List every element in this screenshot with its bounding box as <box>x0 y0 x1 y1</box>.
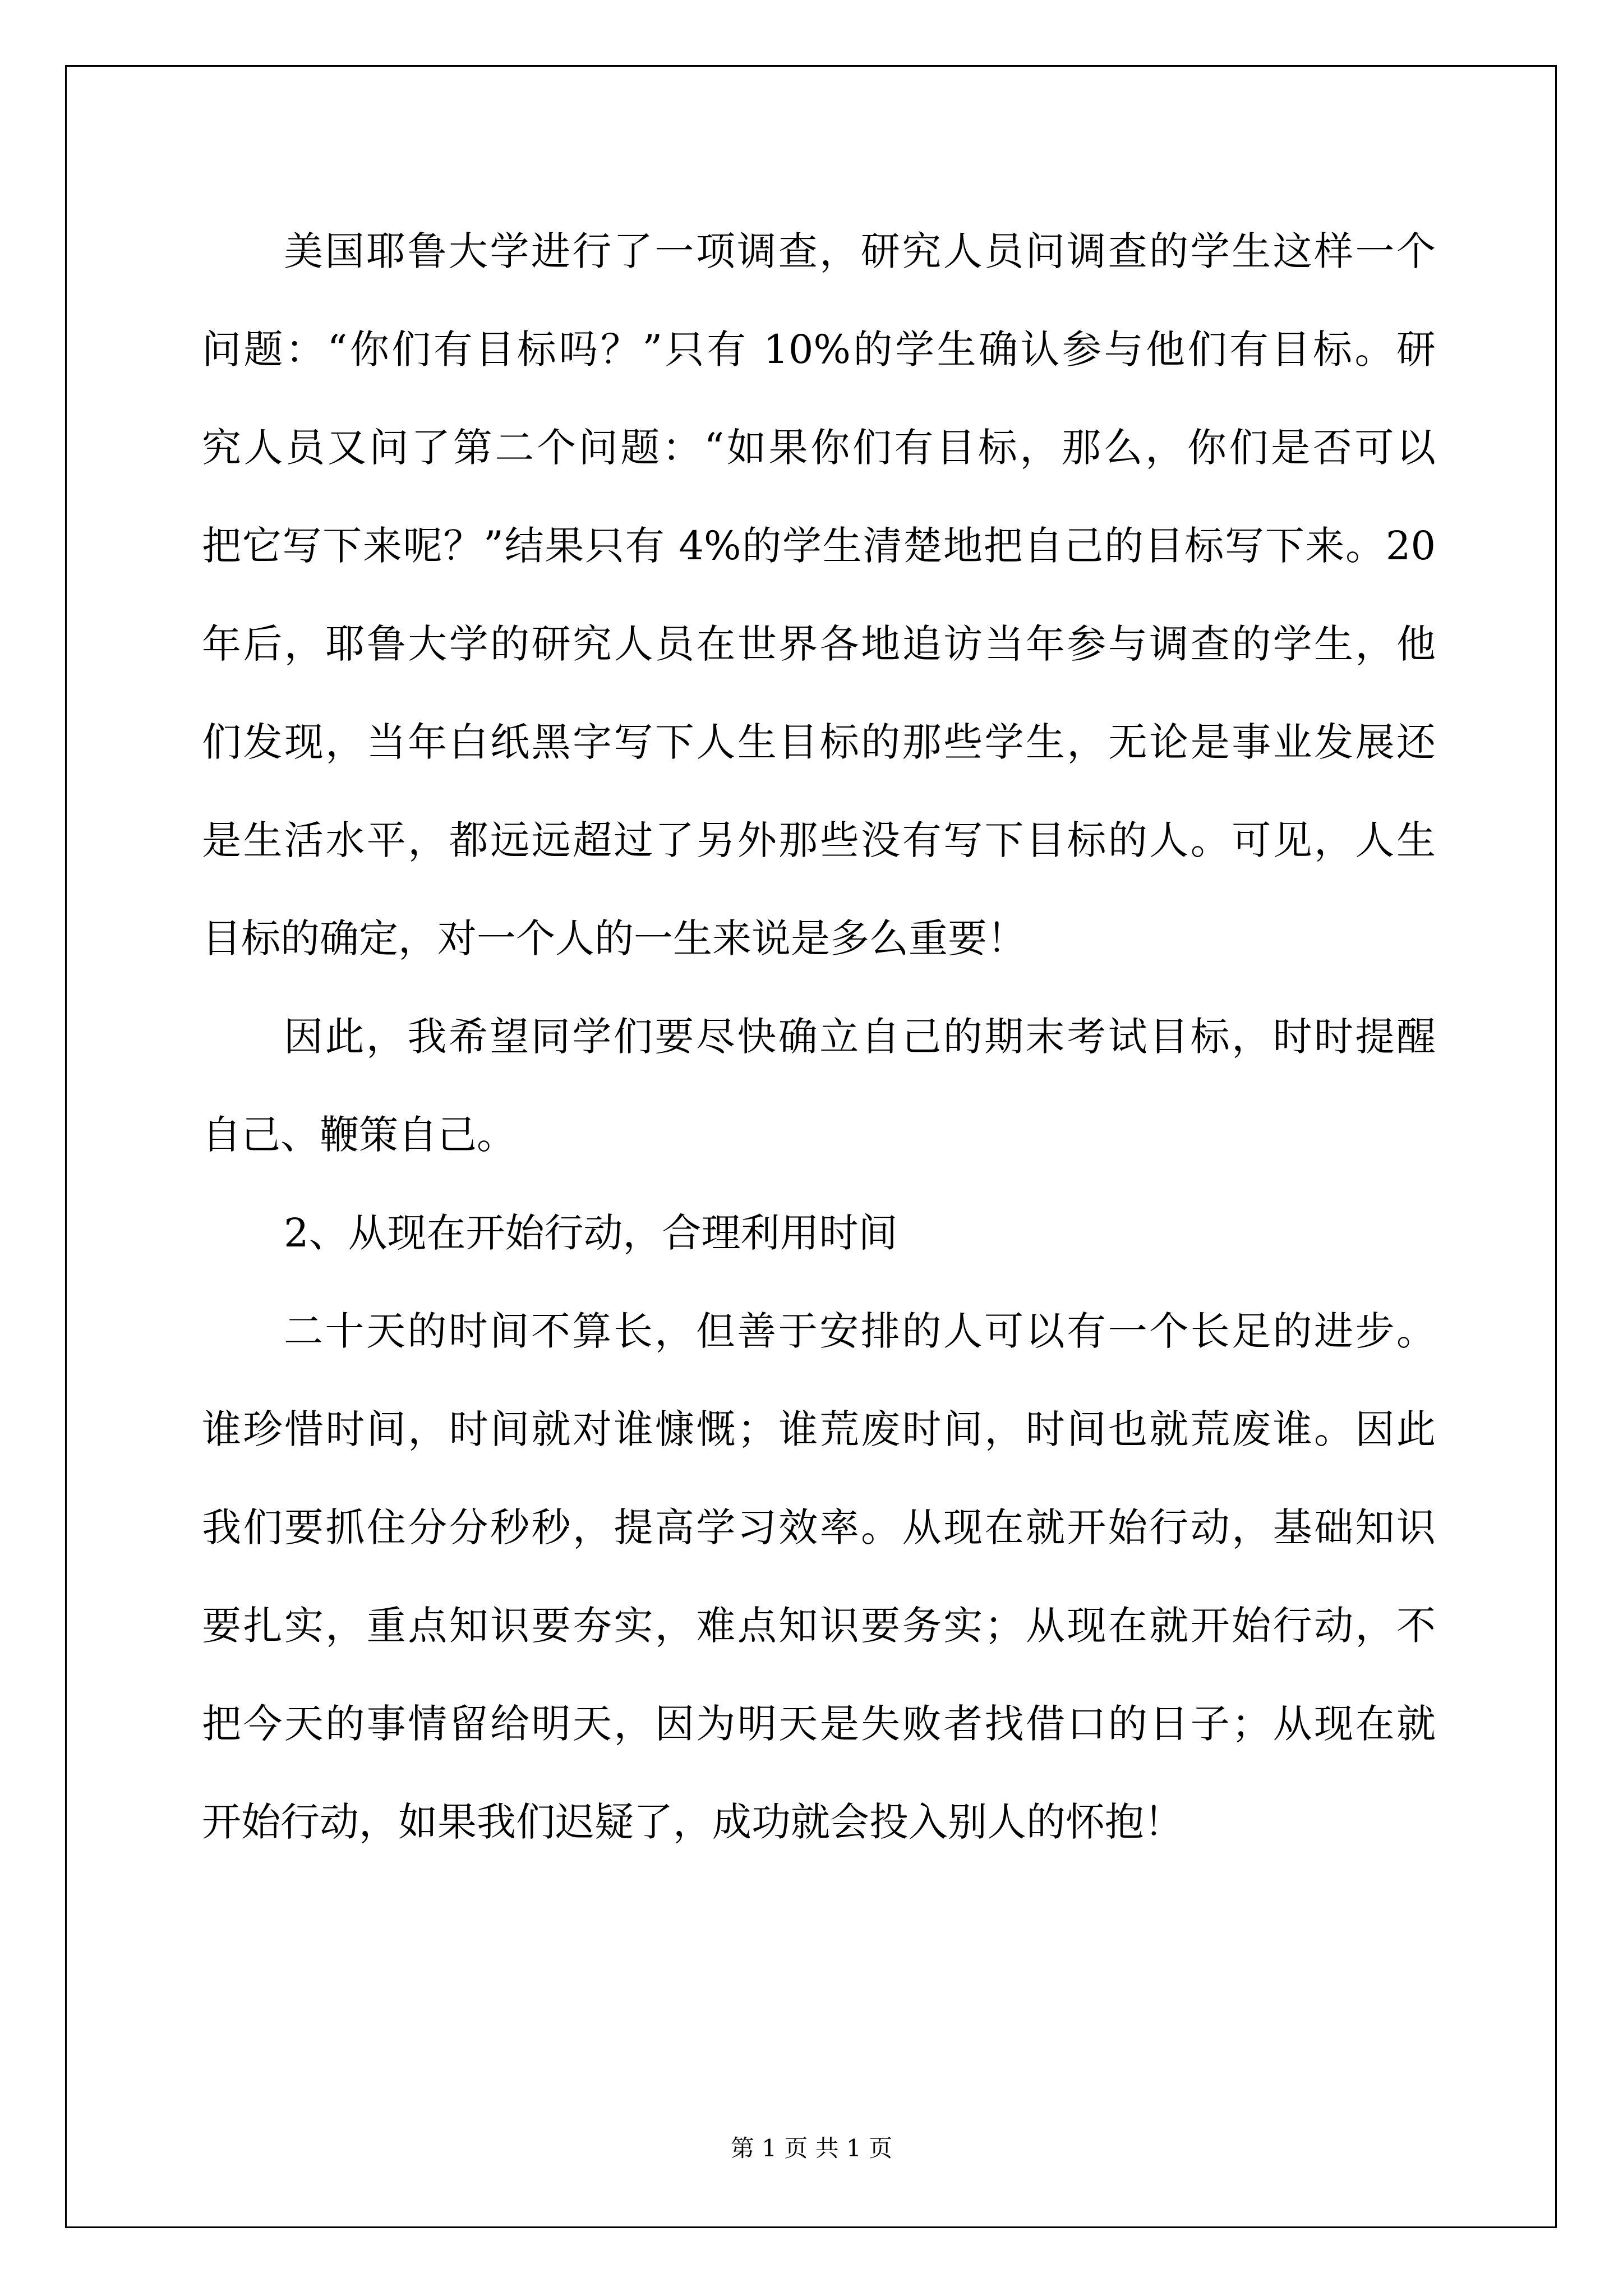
paragraph-1-line-6: 们发现，当年白纸黑字写下人生目标的那些学生，无论是事业发展还 <box>202 719 1436 765</box>
paragraph-4-line-6: 开始行动，如果我们迟疑了，成功就会投入别人的怀抱！ <box>202 1799 1183 1845</box>
paragraph-1-line-8: 目标的确定，对一个人的一生来说是多么重要！ <box>202 915 1026 961</box>
paragraph-2-line-1: 因此，我希望同学们要尽快确立自己的期末考试目标，时时提醒 <box>284 1014 1436 1060</box>
paragraph-4-line-5: 把今天的事情留给明天，因为明天是失败者找借口的日子；从现在就 <box>202 1701 1436 1747</box>
paragraph-1-line-5: 年后，耶鲁大学的研究人员在世界各地追访当年参与调查的学生，他 <box>202 621 1436 667</box>
paragraph-1-line-7: 是生活水平，都远远超过了另外那些没有写下目标的人。可见，人生 <box>202 817 1436 863</box>
paragraph-1-line-4: 把它写下来呢？”结果只有 4%的学生清楚地把自己的目标写下来。20 <box>202 523 1436 569</box>
paragraph-4-line-4: 要扎实，重点知识要夯实，难点知识要务实；从现在就开始行动，不 <box>202 1603 1436 1649</box>
paragraph-1-line-1: 美国耶鲁大学进行了一项调查，研究人员问调查的学生这样一个 <box>284 228 1436 274</box>
page-footer: 第 1 页 共 1 页 <box>730 2134 893 2162</box>
paragraph-4-line-2: 谁珍惜时间，时间就对谁慷慨；谁荒废时间，时间也就荒废谁。因此 <box>202 1406 1436 1452</box>
paragraph-4-line-1: 二十天的时间不算长，但善于安排的人可以有一个长足的进步。 <box>284 1308 1436 1354</box>
section-heading: 2、从现在开始行动，合理利用时间 <box>284 1210 898 1256</box>
paragraph-4-line-3: 我们要抓住分分秒秒，提高学习效率。从现在就开始行动，基础知识 <box>202 1504 1436 1550</box>
paragraph-1-line-2: 问题：“你们有目标吗？”只有 10%的学生确认参与他们有目标。研 <box>202 326 1436 372</box>
paragraph-2-line-2: 自己、鞭策自己。 <box>202 1112 516 1158</box>
paragraph-1-line-3: 究人员又问了第二个问题：“如果你们有目标，那么，你们是否可以 <box>202 425 1436 471</box>
